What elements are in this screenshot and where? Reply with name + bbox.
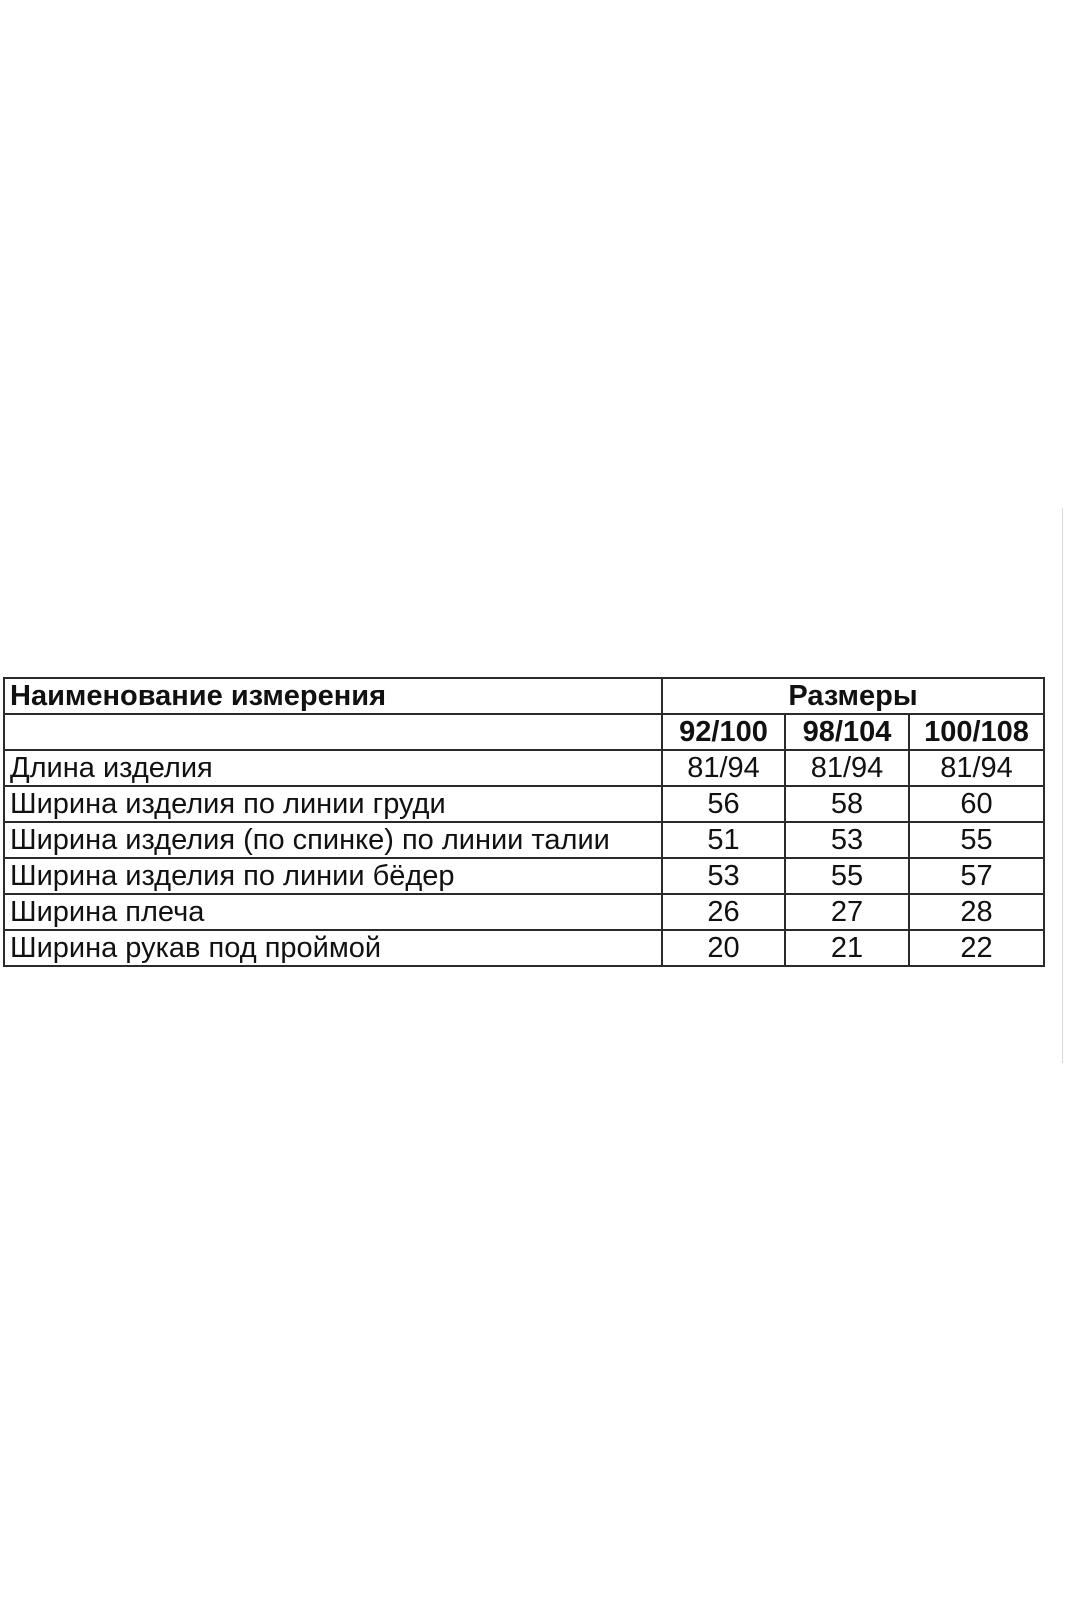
right-edge-line — [1062, 508, 1063, 1063]
measurement-value: 55 — [909, 822, 1044, 858]
measurement-value: 56 — [662, 786, 785, 822]
table-row — [4, 858, 1044, 894]
measurement-value: 81/94 — [662, 750, 785, 786]
table-row — [4, 750, 1044, 786]
size-label: 98/104 — [785, 714, 909, 750]
measurement-name-header: Наименование измерения — [4, 678, 662, 714]
sizes-header: Размеры — [662, 678, 1044, 714]
size-chart-table — [3, 677, 1045, 967]
measurement-value: 57 — [909, 858, 1044, 894]
table-row — [4, 894, 1044, 930]
size-label: 92/100 — [662, 714, 785, 750]
measurement-value: 28 — [909, 894, 1044, 930]
measurement-name: Ширина рукав под проймой — [4, 930, 662, 966]
size-labels-row — [4, 714, 1044, 750]
measurement-name: Ширина изделия (по спинке) по линии талии — [4, 822, 662, 858]
empty-cell — [4, 714, 662, 750]
measurement-value: 27 — [785, 894, 909, 930]
measurement-value: 51 — [662, 822, 785, 858]
measurement-value: 21 — [785, 930, 909, 966]
measurement-value: 53 — [785, 822, 909, 858]
table-row — [4, 786, 1044, 822]
table-row — [4, 822, 1044, 858]
measurement-value: 81/94 — [909, 750, 1044, 786]
measurement-value: 58 — [785, 786, 909, 822]
measurement-name: Ширина изделия по линии бёдер — [4, 858, 662, 894]
measurement-name: Ширина изделия по линии груди — [4, 786, 662, 822]
measurement-value: 55 — [785, 858, 909, 894]
table-row — [4, 930, 1044, 966]
measurement-value: 26 — [662, 894, 785, 930]
measurement-name: Ширина плеча — [4, 894, 662, 930]
table-header-row — [4, 678, 1044, 714]
measurement-value: 22 — [909, 930, 1044, 966]
measurement-value: 53 — [662, 858, 785, 894]
size-label: 100/108 — [909, 714, 1044, 750]
measurement-value: 60 — [909, 786, 1044, 822]
measurement-name: Длина изделия — [4, 750, 662, 786]
measurement-value: 20 — [662, 930, 785, 966]
measurement-value: 81/94 — [785, 750, 909, 786]
